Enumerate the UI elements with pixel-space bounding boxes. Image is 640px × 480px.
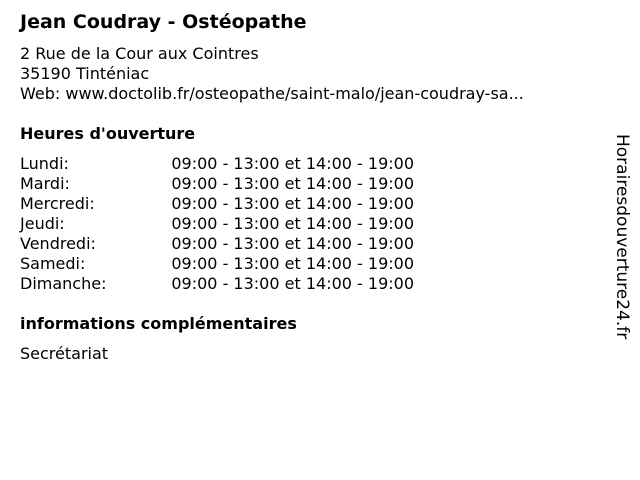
page-title: Jean Coudray - Ostéopathe: [20, 11, 307, 33]
additional-info-text: Secrétariat: [20, 344, 109, 363]
time-range: 09:00 - 13:00 et 14:00 - 19:00: [171, 254, 414, 273]
additional-info-heading: informations complémentaires: [20, 314, 297, 333]
street-address: 2 Rue de la Cour aux Cointres: [20, 44, 259, 63]
website-link[interactable]: Web: www.doctolib.fr/osteopathe/saint-malo/jean-coudray-sa...: [20, 84, 524, 103]
time-range: 09:00 - 13:00 et 14:00 - 19:00: [171, 234, 414, 253]
day-label: Lundi:: [20, 154, 69, 173]
time-range: 09:00 - 13:00 et 14:00 - 19:00: [171, 194, 414, 213]
opening-hours-heading: Heures d'ouverture: [20, 124, 196, 143]
time-range: 09:00 - 13:00 et 14:00 - 19:00: [171, 174, 414, 193]
day-label: Vendredi:: [20, 234, 96, 253]
day-label: Samedi:: [20, 254, 86, 273]
day-label: Jeudi:: [20, 214, 65, 233]
day-label: Mardi:: [20, 174, 70, 193]
postal-city: 35190 Tinténiac: [20, 64, 150, 83]
day-label: Dimanche:: [20, 274, 107, 293]
site-watermark: Horairesdouverture24.fr: [612, 134, 632, 340]
address-block: [20, 44, 524, 104]
time-range: 09:00 - 13:00 et 14:00 - 19:00: [171, 154, 414, 173]
day-label: Mercredi:: [20, 194, 95, 213]
time-range: 09:00 - 13:00 et 14:00 - 19:00: [171, 274, 414, 293]
time-range: 09:00 - 13:00 et 14:00 - 19:00: [171, 214, 414, 233]
